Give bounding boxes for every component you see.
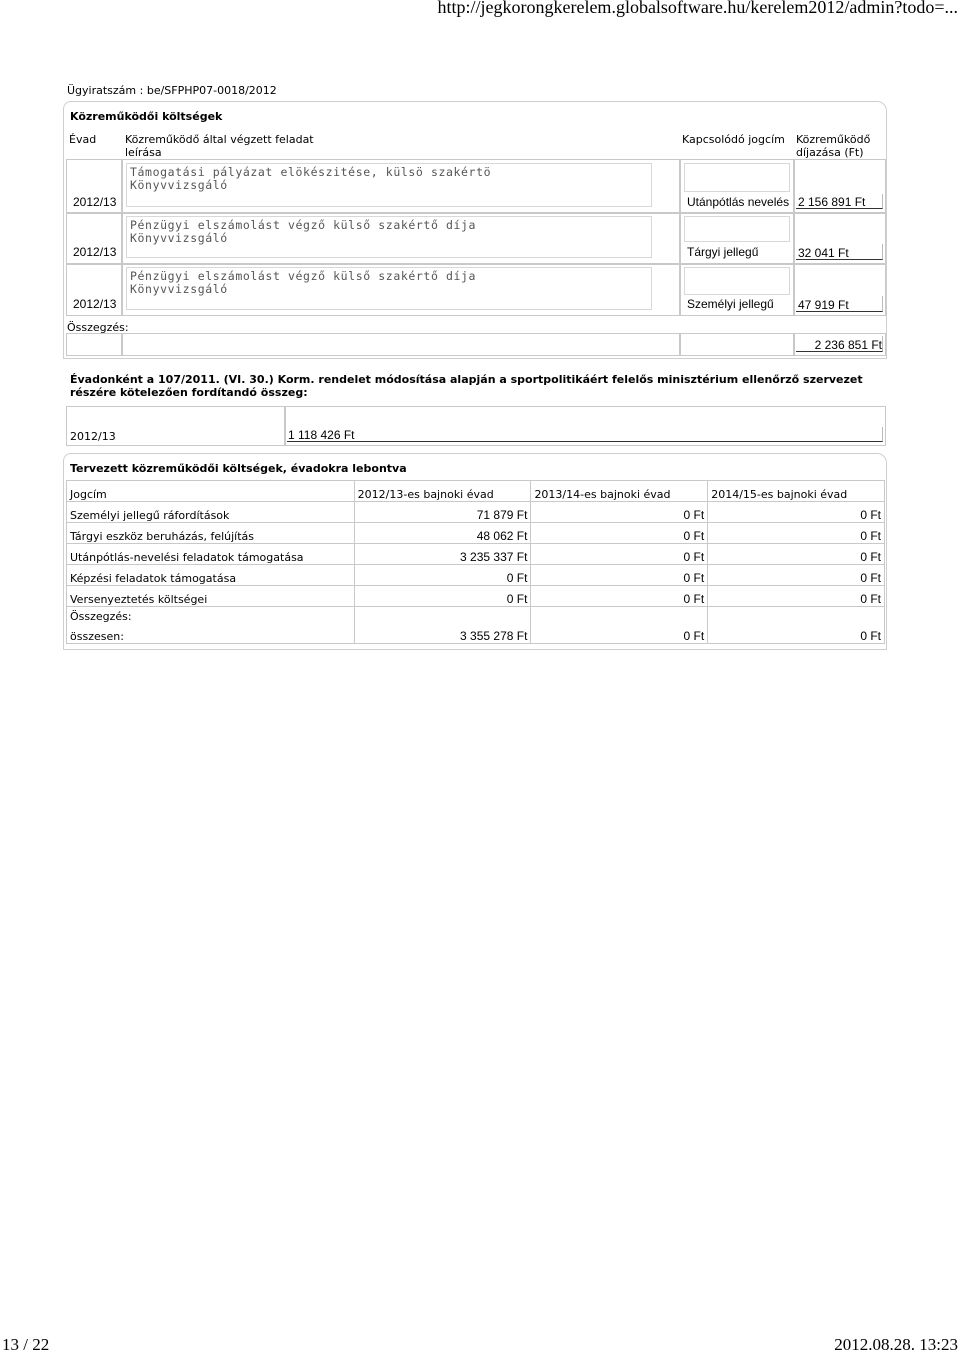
header-season-1: 2012/13-es bajnoki évad (354, 481, 531, 502)
summary-label: Összegzés: (67, 321, 129, 334)
category-value: Tárgyi jellegű (687, 245, 759, 259)
row-label: Képzési feladatok támogatása (67, 565, 355, 586)
category-field-box (684, 163, 790, 192)
value-season-1: 3 235 337 Ft (354, 544, 531, 565)
header-season-3: 2014/15-es bajnoki évad (708, 481, 885, 502)
print-datetime: 2012.08.28. 13:23 (834, 1335, 958, 1354)
row-label: Tárgyi eszköz beruházás, felújítás (67, 523, 355, 544)
header-season-2: 2013/14-es bajnoki évad (531, 481, 708, 502)
col-header-category: Kapcsolódó jogcím (682, 133, 785, 146)
total-season-1: 3 355 278 Ft (354, 607, 531, 644)
value-season-1: 48 062 Ft (354, 523, 531, 544)
case-number: Ügyiratszám : be/SFPHP07-0018/2012 (67, 84, 277, 97)
fee-value: 47 919 Ft (798, 298, 849, 312)
value-season-3: 0 Ft (708, 544, 885, 565)
value-season-1: 0 Ft (354, 565, 531, 586)
category-value: Utánpótlás nevelés (687, 195, 790, 209)
section-title: Közreműködői költségek (70, 110, 223, 123)
task-description-textarea[interactable] (126, 267, 652, 310)
value-season-1: 0 Ft (354, 586, 531, 607)
task-description-textarea[interactable] (126, 216, 652, 258)
fee-value: 32 041 Ft (798, 246, 849, 260)
value-season-2: 0 Ft (531, 502, 708, 523)
value-season-3: 0 Ft (708, 586, 885, 607)
total-season-2: 0 Ft (531, 607, 708, 644)
table-row (67, 544, 885, 565)
value-season-3: 0 Ft (708, 502, 885, 523)
planned-summary-label: Összegzés: (70, 610, 132, 623)
row-season: 2012/13 (73, 195, 117, 209)
ministry-amount-title: Évadonként a 107/2011. (VI. 30.) Korm. rendelet módosítása alapján a sportpolitikáért felelős minisztérium ellenőrző szervezet részére kötelezően fordítandó összeg: (70, 373, 863, 399)
cell-grid (680, 333, 794, 356)
row-label: Személyi jellegű ráfordítások (67, 502, 355, 523)
fee-value: 2 156 891 Ft (798, 195, 866, 209)
ministry-amount-input[interactable] (287, 427, 883, 442)
task-description-line1: Támogatási pályázat elökészitése, külsö szakértö (130, 165, 492, 179)
category-field-box (684, 216, 790, 242)
value-season-2: 0 Ft (531, 586, 708, 607)
planned-costs-table (66, 480, 885, 644)
value-season-2: 0 Ft (531, 523, 708, 544)
value-season-3: 0 Ft (708, 523, 885, 544)
col-header-season: Évad (69, 133, 97, 146)
cell-grid (122, 333, 680, 356)
col-header-task-line1: Közreműködő által végzett feladat (125, 133, 314, 146)
col-header-task (125, 133, 314, 159)
col-header-fee (796, 133, 870, 159)
total-season-3: 0 Ft (708, 607, 885, 644)
table-row (67, 565, 885, 586)
table-row (67, 523, 885, 544)
ministry-amount: 1 118 426 Ft (288, 428, 355, 442)
col-header-fee-line2: díjazása (Ft) (796, 146, 864, 159)
col-header-task-line2: leírása (125, 146, 162, 159)
task-description-line1: Pénzügyi elszámolást végző külső szakértő díja (130, 218, 477, 232)
summary-total: 2 236 851 Ft (814, 338, 882, 352)
task-description-line1: Pénzügyi elszámolást végző külső szakértő díja (130, 269, 477, 283)
value-season-1: 71 879 Ft (354, 502, 531, 523)
table-total-row (67, 607, 885, 644)
page-number: 13 / 22 (2, 1335, 50, 1354)
row-label: Versenyeztetés költségei (67, 586, 355, 607)
table-header-row (67, 481, 885, 502)
ministry-season: 2012/13 (70, 430, 116, 443)
col-header-fee-line1: Közreműködő (796, 133, 871, 146)
category-value: Személyi jellegű (687, 297, 774, 311)
task-description-line2: Könyvvizsgáló (130, 231, 228, 245)
value-season-3: 0 Ft (708, 565, 885, 586)
planned-costs-title: Tervezett közreműködői költségek, évadokra lebontva (70, 462, 407, 475)
value-season-2: 0 Ft (531, 544, 708, 565)
task-description-line2: Könyvvizsgáló (130, 178, 228, 192)
planned-total-label: összesen: (70, 630, 124, 643)
task-description-textarea[interactable] (126, 163, 652, 207)
row-season: 2012/13 (73, 245, 117, 259)
total-label-cell (67, 607, 355, 644)
table-row (67, 586, 885, 607)
table-row (67, 502, 885, 523)
row-season: 2012/13 (73, 297, 117, 311)
cell-grid (66, 333, 122, 356)
value-season-2: 0 Ft (531, 565, 708, 586)
header-jogcim: Jogcím (67, 481, 355, 502)
task-description-line2: Könyvvizsgáló (130, 282, 228, 296)
category-field-box (684, 267, 790, 295)
row-label: Utánpótlás-nevelési feladatok támogatása (67, 544, 355, 565)
page-url: http://jegkorongkerelem.globalsoftware.hu/kerelem2012/admin?todo=... (437, 0, 958, 17)
